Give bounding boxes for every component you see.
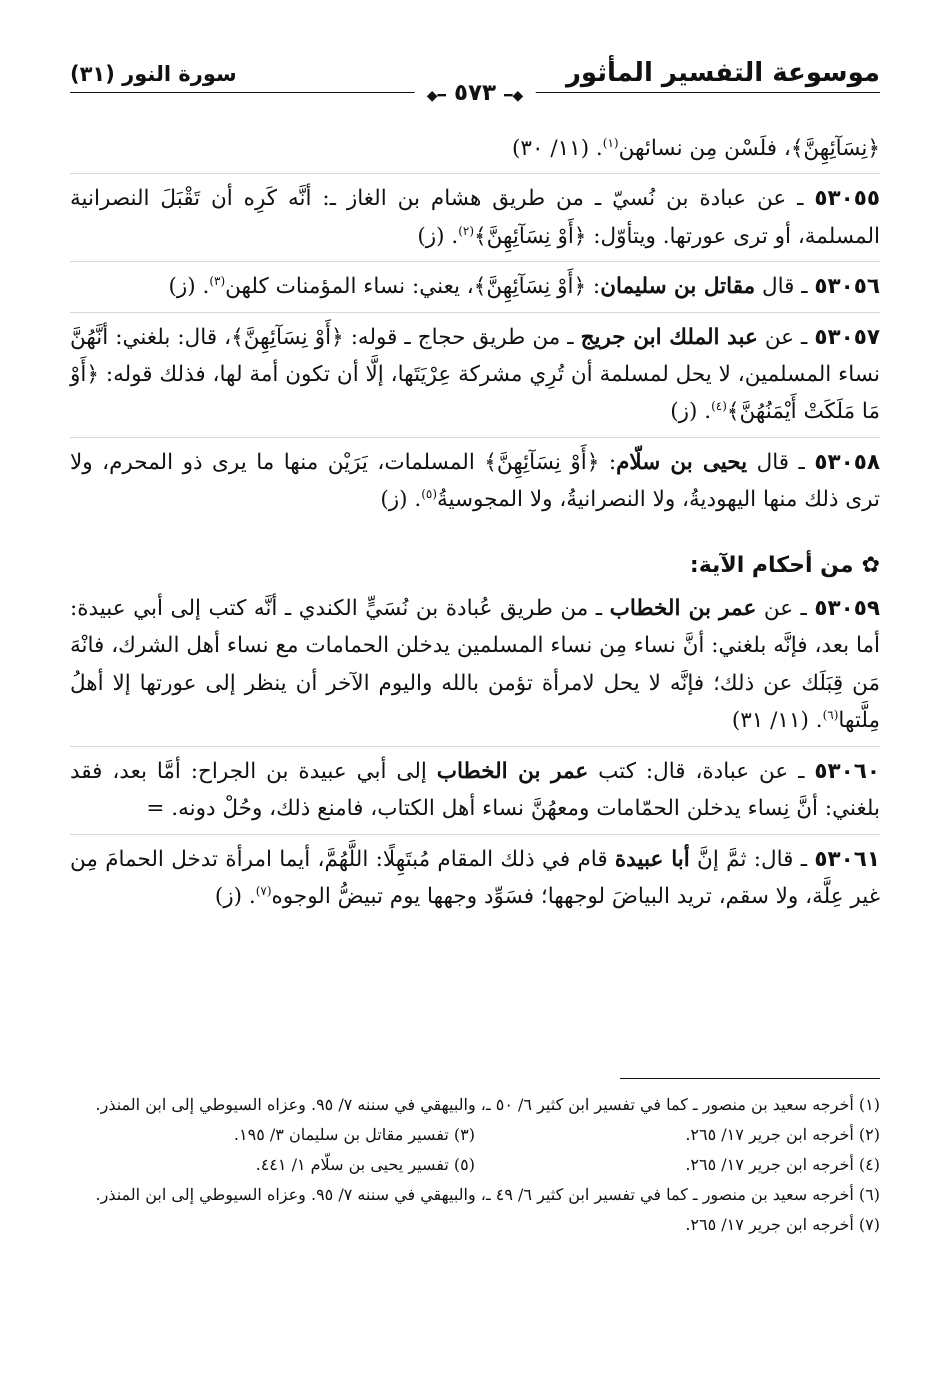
paragraph-text-part: . (١١/ ٣٠) xyxy=(512,136,603,161)
narration-number: ٥٣٠٥٩ xyxy=(814,596,881,622)
narration-text: ـ قال: ثمَّ إنَّ xyxy=(689,846,815,872)
narration-53057 xyxy=(70,319,880,438)
narrator-name: عمر بن الخطاب xyxy=(609,596,757,622)
page-number-text: ٥٧٣ xyxy=(453,80,497,106)
narration-ref: . (١١/ ٣١) xyxy=(731,708,823,734)
narration-text: : ﴿أَوْ نِسَآئِهِنَّ﴾، يعني: نساء المؤمنات كلهن xyxy=(225,274,601,300)
narration-text: ـ عن xyxy=(757,324,815,350)
footnotes xyxy=(70,1090,880,1240)
footnote-ref[interactable]: (٦) xyxy=(822,708,839,723)
narration-number: ٥٣٠٥٨ xyxy=(814,449,880,475)
footnote-rule xyxy=(620,1078,880,1079)
narration-number: ٥٣٠٦٠ xyxy=(814,758,880,784)
narration-text: قام في ذلك المقام مُبتَهِلًا: اللَّهُمَّ، أيما امرأة تدخل الحمامَ مِن غير عِلَّة، ولا سقم، تريد البياضَ لوجهها؛ فسَوِّد وجهها يوم تبيضُّ الوجوه xyxy=(70,846,880,909)
narration-ref: . (ز) xyxy=(670,399,712,425)
footnote-ref[interactable]: (٣) xyxy=(209,274,226,289)
narration-number: ٥٣٠٥٧ xyxy=(814,324,881,350)
page-number xyxy=(415,80,536,106)
narration-text: ـ قال xyxy=(755,274,815,300)
narration-53061 xyxy=(70,841,880,922)
narrator-name: عمر بن الخطاب xyxy=(436,758,589,784)
narration-text: ـ من طريق عُبادة بن نُسَيٍّ الكندي ـ أنَّه كتب إلى أبي عبيدة: أما بعد، فإنَّه بلغني: أنَّ نساء مِن نساء المسلمين يدخلن الحمامات مع نساء أهل الشرك، فانْهَ مَن قِبَلَك عن ذلك؛ فإنَّه لا يحل لامرأة تؤمن بالله واليوم الآخر أن ينظر إلى عورتها إلا أهلُ مِلَّتها xyxy=(70,596,880,734)
narrator-name: يحيى بن سلّام xyxy=(616,449,748,475)
narrator-name: مقاتل بن سليمان xyxy=(600,274,756,300)
narration-text: ـ عن عبادة، قال: كتب xyxy=(588,758,815,784)
narration-number: ٥٣٠٦١ xyxy=(814,846,880,872)
narration-ref: . (ز) xyxy=(214,883,256,909)
footnote-7: (٧) أخرجه ابن جرير ١٧/ ٢٦٥. xyxy=(685,1215,880,1234)
footnote-ref[interactable]: (٢) xyxy=(458,223,475,238)
ornament-right-icon: ━◆ xyxy=(426,88,446,104)
surah-title: سورة النور (٣١) xyxy=(70,62,237,86)
footnote-ref[interactable]: (٥) xyxy=(421,487,438,502)
footnote-1: (١) أخرجه سعيد بن منصور ـ كما في تفسير ابن كثير ٦/ ٥٠ ـ، والبيهقي في سننه ٧/ ٩٥. وعزاه السيوطي إلى ابن المنذر. xyxy=(95,1095,880,1114)
narration-53056 xyxy=(70,268,880,312)
narration-ref: . (ز) xyxy=(417,223,459,249)
footnote-row xyxy=(70,1150,880,1180)
main-text xyxy=(70,130,880,927)
narrator-name: عبد الملك ابن جريج xyxy=(580,324,758,350)
narration-number: ٥٣٠٥٦ xyxy=(814,274,880,300)
footnote-3: (٣) تفسير مقاتل بن سليمان ٣/ ١٩٥. xyxy=(233,1125,475,1144)
narration-text: ـ عن xyxy=(756,596,815,622)
narration-53060 xyxy=(70,753,880,835)
narration-text: ـ من طريق حجاج ـ قوله: ﴿أَوْ نِسَآئِهِنَّ﴾، قال: بلغني: أنَّهُنَّ نساء المسلمين، لا يحل لمسلمة أن تُرِي مشركة عِرْيَتَها، إلَّا أن تكون أمة لها، فذلك قوله: ﴿أَوْ مَا مَلَكَتْ أَيْمَنُهُنَّ﴾ xyxy=(70,324,880,425)
footnote-ref[interactable]: (١) xyxy=(602,135,619,150)
footnote-6: (٦) أخرجه سعيد بن منصور ـ كما في تفسير ابن كثير ٦/ ٤٩ ـ، والبيهقي في سننه ٧/ ٩٥. وعزاه السيوطي إلى ابن المنذر. xyxy=(95,1185,880,1204)
narration-text: إلى أبي عبيدة بن الجراح: أمَّا بعد، فقد بلغني: أنَّ نِساء يدخلن الحمّامات ومعهُنَّ نساء أهل الكتاب، فامنع ذلك، وحُلْ دونه. = xyxy=(70,758,880,822)
narration-ref: . (ز) xyxy=(168,274,210,300)
footnote-4: (٤) أخرجه ابن جرير ١٧/ ٢٦٥. xyxy=(685,1155,880,1174)
narration-number: ٥٣٠٥٥ xyxy=(814,186,880,212)
page-header xyxy=(70,52,880,122)
paragraph-text xyxy=(512,136,880,161)
footnote-row xyxy=(70,1120,880,1150)
paragraph-text-part: ﴿نِسَآئِهِنَّ﴾، فلَسْن مِن نسائهن xyxy=(618,136,880,161)
footnote-ref[interactable]: (٤) xyxy=(711,399,727,414)
narration-text: ـ عن عبادة بن نُسيّ ـ من طريق هشام بن الغاز ـ: أنَّه كَرِه أن تَقْبَلَ النصرانية المسلمة، أو ترى عورتها. ويتأوّل: ﴿أَوْ نِسَآئِهِنَّ﴾ xyxy=(70,186,880,249)
narration-ref: . (ز) xyxy=(380,487,422,513)
footnote-ref[interactable]: (٧) xyxy=(255,883,272,898)
narration-text: : ﴿أَوْ نِسَآئِهِنَّ﴾ المسلمات، يَرَيْن منها ما يرى ذو المحرم، ولا ترى ذلك منها اليهوديةُ، ولا النصرانيةُ، ولا المجوسيةُ xyxy=(70,449,880,513)
narration-53055 xyxy=(70,180,880,262)
narrator-name: أبا عبيدة xyxy=(614,846,690,872)
narration-53059 xyxy=(70,590,880,747)
narration-text: ـ قال xyxy=(747,449,815,475)
section-title: من أحكام الآية: xyxy=(689,552,854,578)
ornament-left-icon: ◆━ xyxy=(504,88,524,104)
book-title: موسوعة التفسير المأثور xyxy=(565,58,880,88)
footnote-5: (٥) تفسير يحيى بن سلّام ١/ ٤٤١. xyxy=(255,1155,475,1174)
paragraph-continuation xyxy=(70,130,880,174)
section-heading xyxy=(70,547,880,584)
narration-53058 xyxy=(70,444,880,525)
flower-ornament-icon: ✿ xyxy=(861,552,880,578)
footnote-2: (٢) أخرجه ابن جرير ١٧/ ٢٦٥. xyxy=(685,1125,880,1144)
